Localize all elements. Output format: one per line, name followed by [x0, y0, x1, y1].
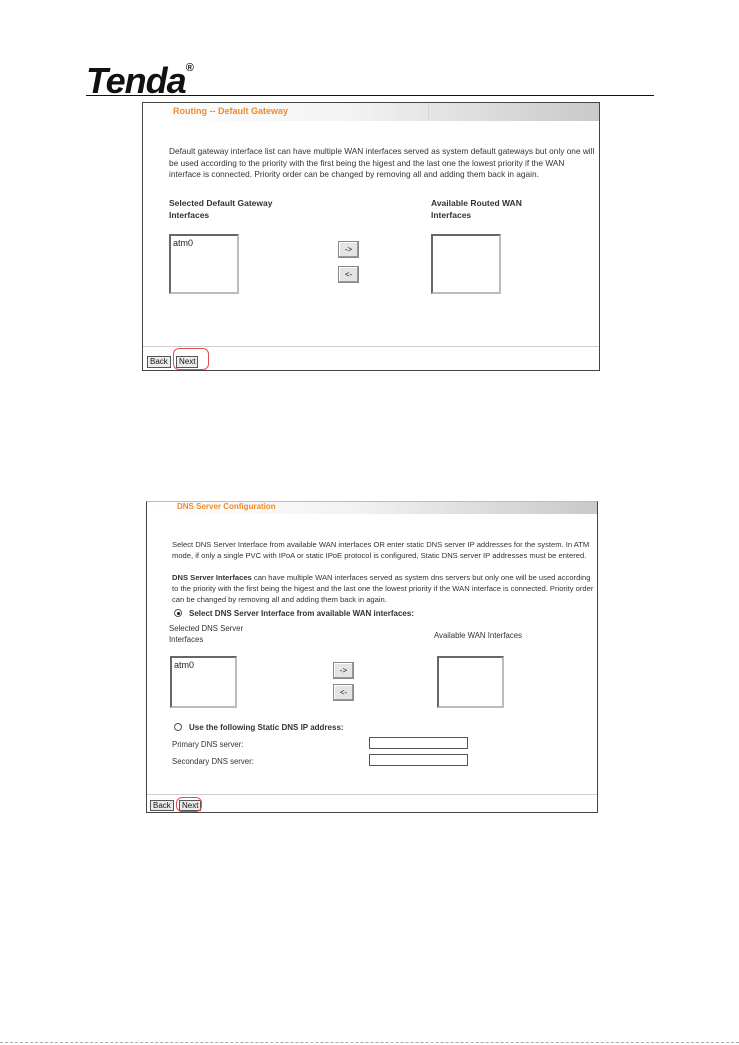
- radio-select-interface-label: Select DNS Server Interface from available WAN interfaces:: [189, 609, 414, 618]
- next-highlight-circle: [173, 348, 209, 370]
- move-left-button[interactable]: <-: [333, 684, 354, 701]
- primary-dns-label: Primary DNS server:: [172, 740, 244, 749]
- titlebar-divider: [428, 105, 429, 119]
- tenda-logo: Tenda®: [86, 60, 193, 101]
- move-left-button[interactable]: <-: [338, 266, 359, 283]
- radio-static-dns[interactable]: [174, 723, 182, 731]
- radio-static-dns-label: Use the following Static DNS IP address:: [189, 723, 344, 732]
- move-right-button[interactable]: ->: [333, 662, 354, 679]
- registered-mark: ®: [185, 62, 193, 74]
- primary-dns-field[interactable]: [369, 737, 468, 749]
- available-wan-interfaces-label: Available WAN Interfaces: [434, 631, 522, 640]
- available-wan-listbox[interactable]: [431, 234, 501, 294]
- panel-titlebar: [147, 502, 597, 514]
- dns-description-2-text: can have multiple WAN interfaces served as system dns servers but only one will be used according to the priority with the first being the higest and the last one the lowest priority if the WAN interface is connected. Priority order can be changed by removing all and adding them back in again.: [172, 573, 594, 604]
- selected-gateway-label-2: Interfaces: [169, 210, 210, 220]
- back-button[interactable]: Back: [150, 800, 174, 811]
- next-button[interactable]: Next: [179, 800, 201, 811]
- routing-default-gateway-panel: [142, 102, 600, 371]
- available-dns-listbox[interactable]: [437, 656, 504, 708]
- secondary-dns-field[interactable]: [369, 754, 468, 766]
- panel-title: DNS Server Configuration: [177, 502, 276, 511]
- gateway-description: Default gateway interface list can have multiple WAN interfaces served as system default gateways but only one will be used according to the priority with the first being the higest and the last one the lowest priority if the WAN interface is connected. Priority order can be changed by removing all and adding them back in again.: [169, 146, 595, 179]
- header-rule: [86, 95, 654, 96]
- available-wan-label-2: Interfaces: [431, 210, 472, 220]
- available-wan-label: Available Routed WAN: [431, 198, 522, 208]
- radio-select-interface[interactable]: [174, 609, 182, 617]
- page-bottom-border: [0, 1042, 739, 1043]
- dns-description-1: Select DNS Server Interface from available WAN interfaces OR enter static DNS server IP addresses for the system. In ATM mode, if only a single PVC with IPoA or static IPoE protocol is configured, Static DNS server IP addresses must be entered.: [172, 540, 590, 560]
- list-item[interactable]: atm0: [173, 238, 194, 248]
- secondary-dns-label: Secondary DNS server:: [172, 757, 254, 766]
- back-button[interactable]: Back: [147, 356, 171, 368]
- panel-title: Routing -- Default Gateway: [173, 106, 289, 116]
- footer-separator: [147, 794, 597, 795]
- selected-dns-label: Selected DNS Server: [169, 624, 244, 633]
- next-button[interactable]: Next: [176, 356, 198, 368]
- panel-titlebar: [143, 103, 599, 121]
- list-item[interactable]: atm0: [174, 660, 195, 670]
- dns-interfaces-term: DNS Server Interfaces: [172, 573, 252, 582]
- selected-dns-listbox[interactable]: [170, 656, 237, 708]
- next-highlight-circle: [176, 797, 202, 812]
- dns-server-configuration-panel: [146, 501, 598, 813]
- selected-gateway-label: Selected Default Gateway: [169, 198, 273, 208]
- footer-separator: [143, 346, 599, 347]
- selected-gateway-listbox[interactable]: [169, 234, 239, 294]
- dns-description-2: [172, 572, 594, 605]
- move-right-button[interactable]: ->: [338, 241, 359, 258]
- selected-dns-label-2: Interfaces: [169, 635, 204, 644]
